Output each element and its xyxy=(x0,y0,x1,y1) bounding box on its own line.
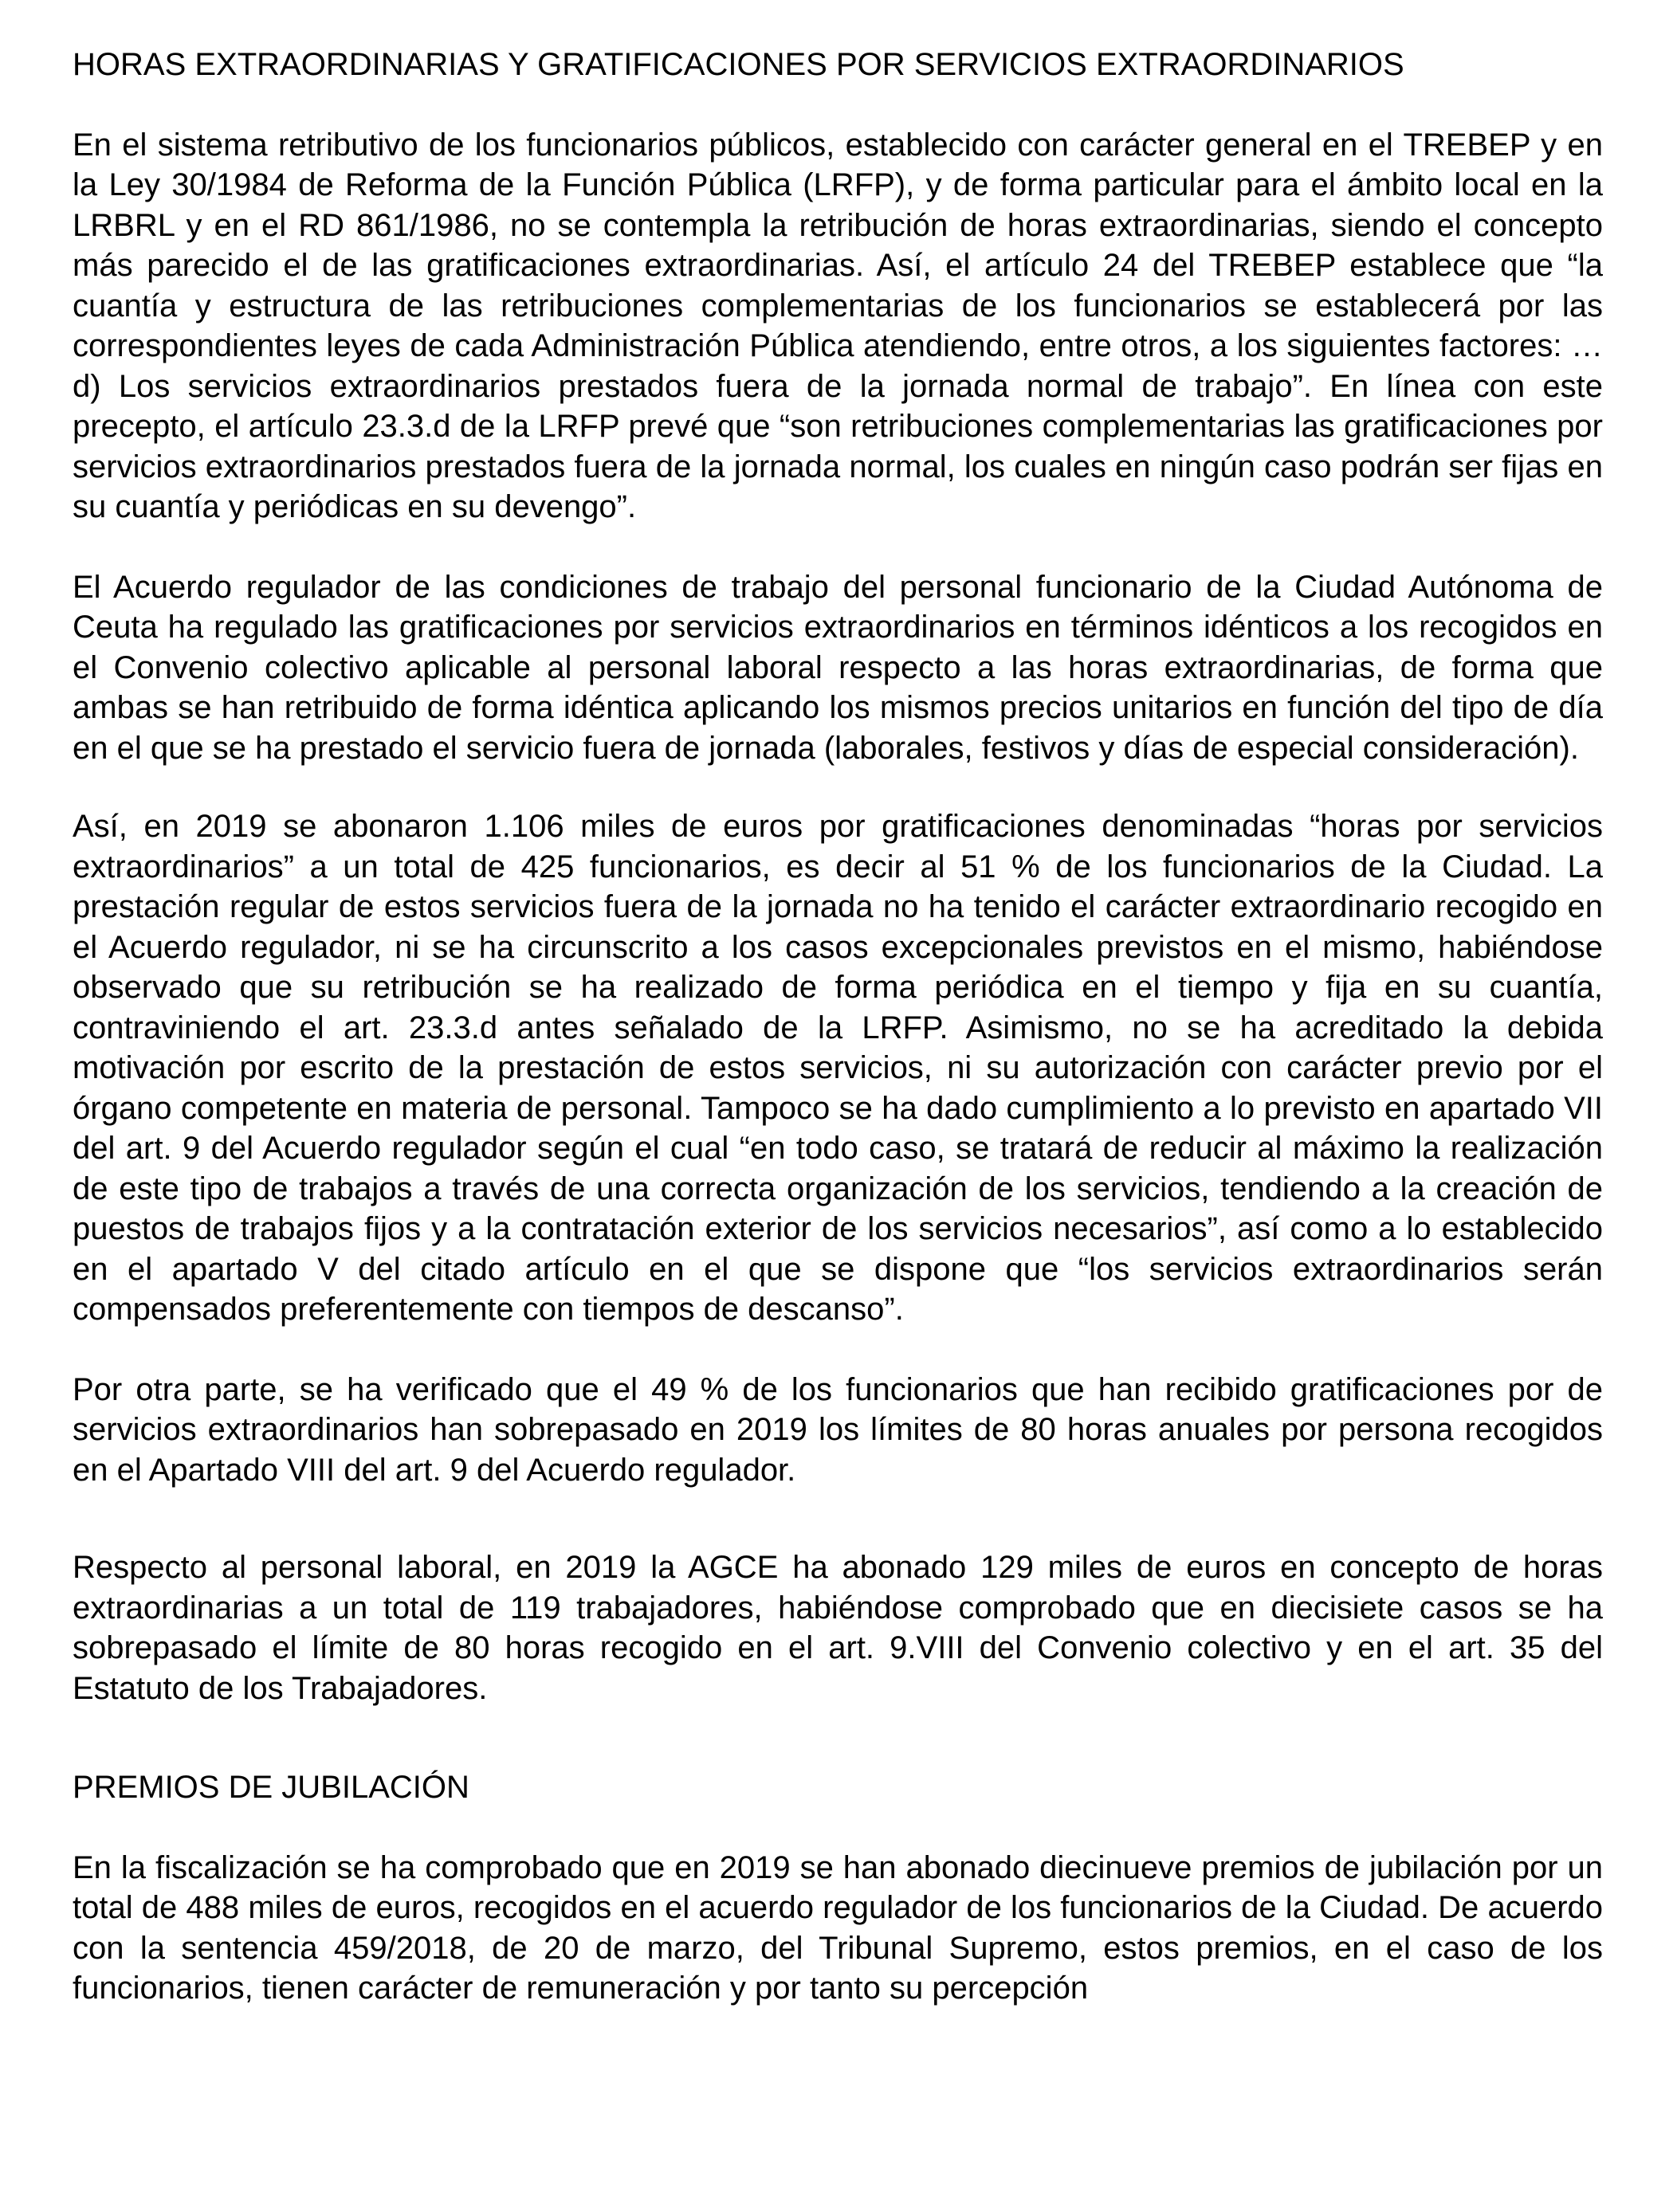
section-heading-horas-extraordinarias: HORAS EXTRAORDINARIAS Y GRATIFICACIONES POR SERVICIOS EXTRAORDINARIOS xyxy=(73,47,1404,82)
paragraph-sistema-retributivo: En el sistema retributivo de los funcionarios públicos, establecido con carácter general en el TREBEP y en la Ley 30/1984 de Reforma de la Función Pública (LRFP), y de forma particular para el ámbito local en la LRBRL y en el RD 861/1986, no se contempla la retribución de horas extraordinarias, siendo el concepto más parecido el de las gratificaciones extraordinarias. Así, el artículo 24 del TREBEP establece que “la cuantía y estructura de las retribuciones complementarias de los funcionarios se establecerá por las correspondientes leyes de cada Administración Pública atendiendo, entre otros, a los siguientes factores: … d) Los servicios extraordinarios prestados fuera de la jornada normal de trabajo”. En línea con este precepto, el artículo 23.3.d de la LRFP prevé que “son retribuciones complementarias las gratificaciones por servicios extraordinarios prestados fuera de la jornada normal, los cuales en ningún caso podrán ser fijas en su cuantía y periódicas en su devengo”. xyxy=(73,127,1603,524)
paragraph-personal-laboral: Respecto al personal laboral, en 2019 la AGCE ha abonado 129 miles de euros en concepto de horas extraordinarias a un total de 119 trabajadores, habiéndose comprobado que en diecisiete casos se ha sobrepasado el límite de 80 horas recogido en el art. 9.VIII del Convenio colectivo y en el art. 35 del Estatuto de los Trabajadores. xyxy=(73,1550,1603,1706)
spacer xyxy=(73,768,1603,806)
spacer xyxy=(73,1708,1603,1767)
paragraph-acuerdo-regulador: El Acuerdo regulador de las condiciones de trabajo del personal funcionario de la Ciudad Autónoma de Ceuta ha regulado las gratificaciones por servicios extraordinarios en términos idénticos a los recogidos en el Convenio colectivo aplicable al personal laboral respecto a las horas extraordinarias, de forma que ambas se han retribuido de forma idéntica aplicando los mismos precios unitarios en función del tipo de día en el que se ha prestado el servicio fuera de jornada (laborales, festivos y días de especial consideración). xyxy=(73,569,1603,766)
paragraph-limites-horas: Por otra parte, se ha verificado que el 49 % de los funcionarios que han recibido gratificaciones por de servicios extraordinarios han sobrepasado en 2019 los límites de 80 horas anuales por persona recogidos en el Apartado VIII del art. 9 del Acuerdo regulador. xyxy=(73,1371,1603,1488)
spacer xyxy=(73,1808,1603,1848)
spacer xyxy=(73,1490,1603,1547)
section-heading-premios-jubilacion: PREMIOS DE JUBILACIÓN xyxy=(73,1770,469,1805)
paragraph-premios-jubilacion: En la fiscalización se ha comprobado que en 2019 se han abonado diecinueve premios de jubilación por un total de 488 miles de euros, recogidos en el acuerdo regulador de los funcionarios de la Ciudad. De acuerdo con la sentencia 459/2018, de 20 de marzo, del Tribunal Supremo, estos premios, en el caso de los funcionarios, tienen carácter de remuneración y por tanto su percepción xyxy=(73,1849,1603,2006)
spacer xyxy=(73,85,1603,125)
spacer xyxy=(73,1330,1603,1370)
spacer xyxy=(73,528,1603,567)
paragraph-gratificaciones-2019: Así, en 2019 se abonaron 1.106 miles de euros por gratificaciones denominadas “horas por servicios extraordinarios” a un total de 425 funcionarios, es decir al 51 % de los funcionarios de la Ciudad. La prestación regular de estos servicios fuera de la jornada no ha tenido el carácter extraordinario recogido en el Acuerdo regulador, ni se ha circunscrito a los casos excepcionales previstos en el mismo, habiéndose observado que su retribución se ha realizado de forma periódica en el tiempo y fija en su cuantía, contraviniendo el art. 23.3.d antes señalado de la LRFP. Asimismo, no se ha acreditado la debida motivación por escrito de la prestación de estos servicios, ni su autorización con carácter previo por el órgano competente en materia de personal. Tampoco se ha dado cumplimiento a lo previsto en apartado VII del art. 9 del Acuerdo regulador según el cual “en todo caso, se tratará de reducir al máximo la realización de este tipo de trabajos a través de una correcta organización de los servicios, tendiendo a la creación de puestos de trabajos fijos y a la contratación exterior de los servicios necesarios”, así como a lo establecido en el apartado V del citado artículo en el que se dispone que “los servicios extraordinarios serán compensados preferentemente con tiempos de descanso”. xyxy=(73,809,1603,1327)
document-page xyxy=(73,45,1603,2009)
